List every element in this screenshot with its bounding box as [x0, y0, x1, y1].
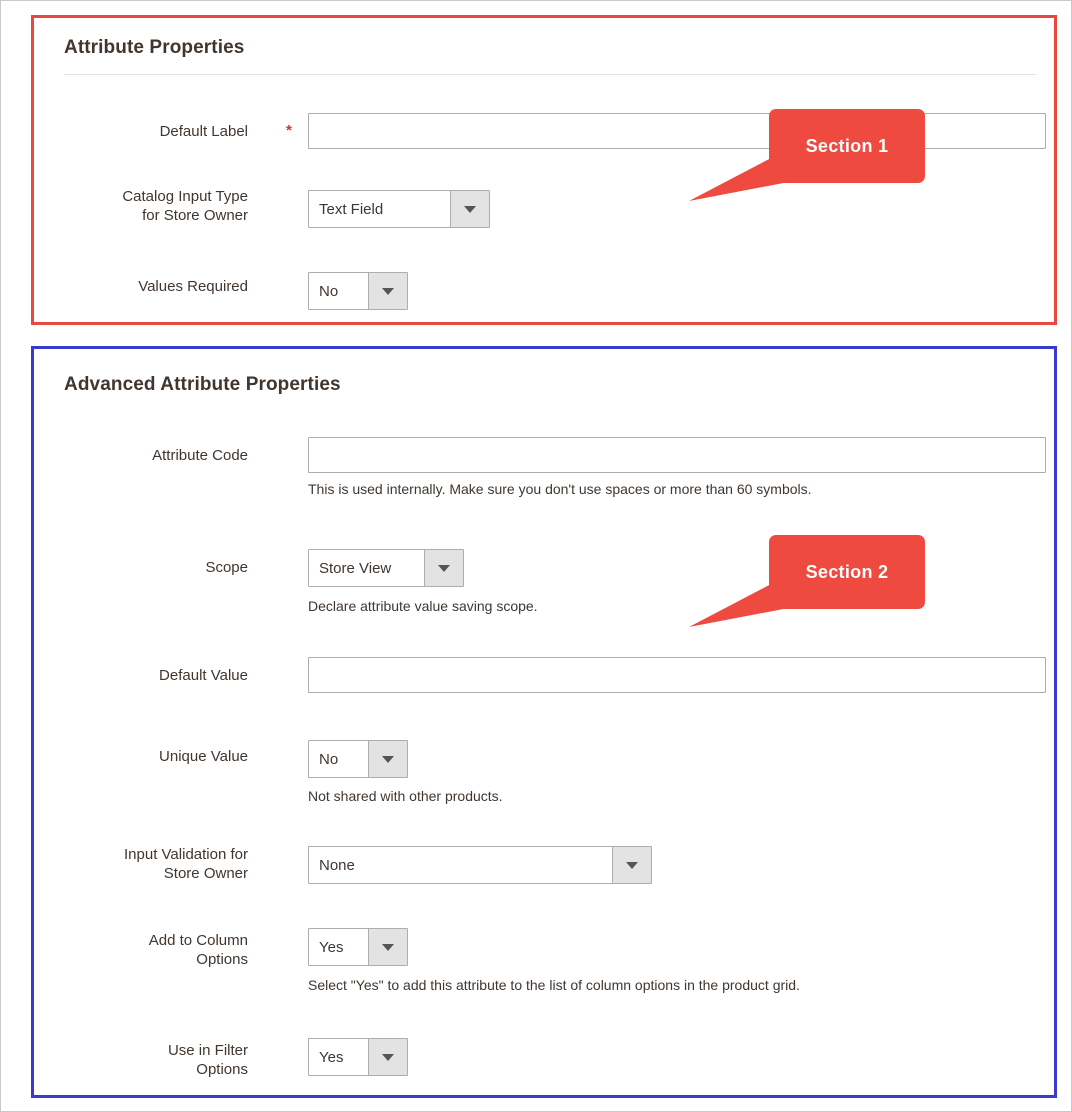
- values-required-dropdown-button[interactable]: [368, 273, 407, 309]
- input-validation-select[interactable]: [308, 846, 652, 884]
- values-required-row: [34, 268, 1054, 308]
- use-in-filter-options-label: [8, 1041, 248, 1079]
- catalog-input-type-value: Text Field: [319, 200, 384, 218]
- default-value-input[interactable]: [308, 657, 1046, 693]
- values-required-select[interactable]: [308, 272, 408, 310]
- attribute-properties-title: Attribute Properties: [64, 37, 245, 58]
- unique-value-dropdown-button[interactable]: [368, 741, 407, 777]
- chevron-down-icon: [438, 565, 450, 572]
- input-validation-label-line1: Input Validation for: [124, 846, 248, 863]
- section1-divider: [64, 74, 1036, 75]
- section1-callout-badge: Section 1: [769, 109, 925, 183]
- chevron-down-icon: [382, 1054, 394, 1061]
- catalog-input-type-dropdown-button[interactable]: [450, 191, 489, 227]
- chevron-down-icon: [464, 206, 476, 213]
- values-required-label: Values Required: [138, 278, 248, 295]
- scope-dropdown-button[interactable]: [424, 550, 463, 586]
- add-to-column-options-row: [34, 927, 1054, 995]
- values-required-value: No: [319, 282, 339, 300]
- section2-callout-badge: Section 2: [769, 535, 925, 609]
- use-in-filter-options-field[interactable]: [308, 1038, 408, 1076]
- advanced-attribute-properties-panel: [31, 346, 1057, 1098]
- input-validation-dropdown-button[interactable]: [612, 847, 651, 883]
- default-value-row: [34, 657, 1054, 697]
- use-in-filter-options-value: Yes: [319, 1048, 344, 1066]
- default-label-label: Default Label: [159, 123, 248, 140]
- add-to-column-options-dropdown-button[interactable]: [368, 929, 407, 965]
- default-label-required-marker: *: [286, 122, 292, 139]
- catalog-input-type-row: [34, 183, 1054, 227]
- use-in-filter-options-row: [34, 1037, 1054, 1083]
- use-in-filter-options-label-line2: Options: [196, 1061, 248, 1078]
- add-to-column-options-label-line1: Add to Column: [148, 932, 248, 949]
- catalog-input-type-select[interactable]: [308, 190, 490, 228]
- input-validation-value: None: [319, 856, 355, 874]
- catalog-input-type-field[interactable]: [308, 190, 490, 228]
- scope-hint: Declare attribute value saving scope.: [308, 598, 538, 614]
- attribute-code-row: [34, 437, 1054, 497]
- chevron-down-icon: [626, 862, 638, 869]
- unique-value-field[interactable]: [308, 740, 408, 778]
- default-label-field[interactable]: [308, 113, 1046, 149]
- attribute-code-field[interactable]: [308, 437, 1046, 473]
- add-to-column-options-select[interactable]: [308, 928, 408, 966]
- values-required-field[interactable]: [308, 272, 408, 310]
- unique-value-hint: Not shared with other products.: [308, 788, 503, 804]
- chevron-down-icon: [382, 756, 394, 763]
- default-value-label: Default Value: [159, 667, 248, 684]
- unique-value-label: Unique Value: [159, 748, 248, 765]
- input-validation-label: [8, 845, 248, 883]
- input-validation-label-line2: Store Owner: [163, 865, 248, 882]
- scope-value: Store View: [319, 559, 392, 577]
- unique-value-value: No: [319, 750, 339, 768]
- unique-value-row: [34, 735, 1054, 804]
- add-to-column-options-label-line2: Options: [196, 951, 248, 968]
- catalog-input-type-label-line2: for Store Owner: [142, 207, 248, 224]
- scope-label: Scope: [205, 559, 248, 576]
- add-to-column-options-value: Yes: [319, 938, 344, 956]
- scope-field[interactable]: [308, 549, 464, 587]
- chevron-down-icon: [382, 944, 394, 951]
- use-in-filter-options-select[interactable]: [308, 1038, 408, 1076]
- scope-select[interactable]: [308, 549, 464, 587]
- unique-value-select[interactable]: [308, 740, 408, 778]
- chevron-down-icon: [382, 288, 394, 295]
- use-in-filter-options-label-line1: Use in Filter: [167, 1042, 248, 1059]
- default-label-input[interactable]: [308, 113, 1046, 149]
- use-in-filter-options-dropdown-button[interactable]: [368, 1039, 407, 1075]
- input-validation-row: [34, 841, 1054, 887]
- catalog-input-type-label-line1: Catalog Input Type: [122, 188, 248, 205]
- input-validation-field[interactable]: [308, 846, 652, 884]
- attribute-code-label: Attribute Code: [152, 447, 248, 464]
- add-to-column-options-hint: Select "Yes" to add this attribute to the list of column options in the product grid.: [308, 977, 800, 993]
- attribute-code-input[interactable]: [308, 437, 1046, 473]
- add-to-column-options-field[interactable]: [308, 928, 408, 966]
- default-value-field[interactable]: [308, 657, 1046, 693]
- attribute-code-hint: This is used internally. Make sure you don't use spaces or more than 60 symbols.: [308, 481, 812, 497]
- catalog-input-type-label: [8, 187, 248, 225]
- advanced-attribute-properties-title: Advanced Attribute Properties: [64, 374, 341, 395]
- add-to-column-options-label: [8, 931, 248, 969]
